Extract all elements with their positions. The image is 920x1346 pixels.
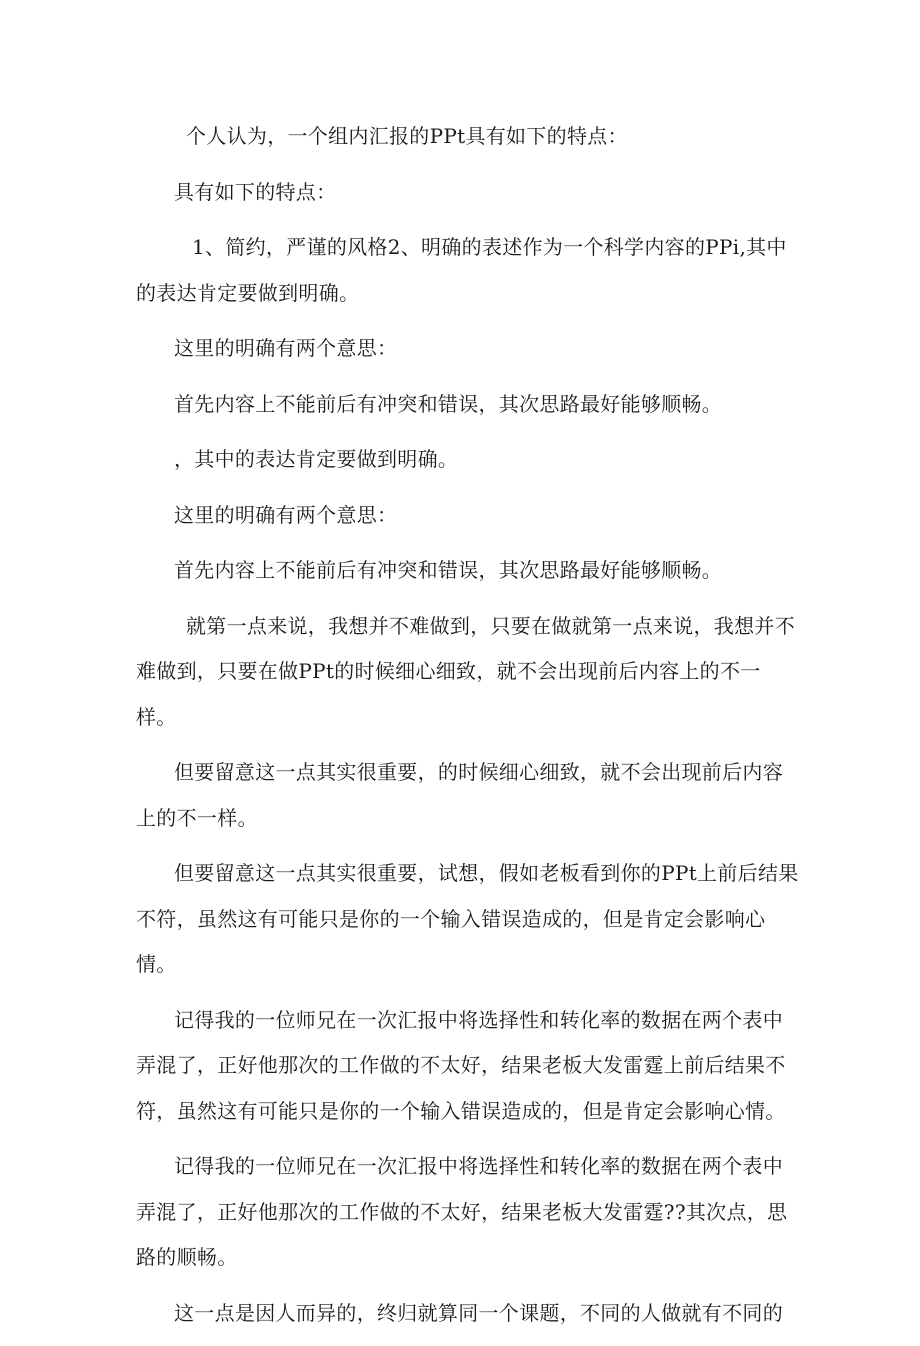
paragraph: 这一点是因人而异的，终归就算同一个课题，不同的人做就有不同的 bbox=[174, 1300, 783, 1325]
paragraph: 具有如下的特点： bbox=[174, 179, 337, 204]
paragraph: 记得我的一位师兄在一次汇报中将选择性和转化率的数据在两个表中弄混了，正好他那次的工作做的不太好，结果老板大发雷霆??其次点，思路的顺畅。 bbox=[136, 1154, 788, 1269]
paragraph: 但要留意这一点其实很重要，试想，假如老板看到你的PPt上前后结果不符，虽然这有可能只是你的一个输入错误造成的，但是肯定会影响心情。 bbox=[136, 861, 799, 976]
paragraph: 首先内容上不能前后有冲突和错误，其次思路最好能够顺畅。 bbox=[174, 391, 723, 416]
paragraph: 个人认为，一个组内汇报的PPt具有如下的特点： bbox=[186, 124, 628, 148]
document-body bbox=[136, 114, 800, 1346]
paragraph: 1、简约，严谨的风格2、明确的表述作为一个科学内容的PPi,其中的表达肯定要做到明确。 bbox=[136, 235, 787, 305]
paragraph: 就第一点来说，我想并不难做到，只要在做就第一点来说，我想并不难做到，只要在做PPt的时候细心细致，就不会出现前后内容上的不一样。 bbox=[136, 613, 795, 729]
paragraph: 但要留意这一点其实很重要，的时候细心细致，就不会出现前后内容上的不一样。 bbox=[136, 760, 783, 830]
paragraph: ，其中的表达肯定要做到明确。 bbox=[174, 447, 459, 471]
paragraph: 这里的明确有两个意思： bbox=[174, 502, 398, 527]
paragraph: 记得我的一位师兄在一次汇报中将选择性和转化率的数据在两个表中弄混了，正好他那次的工作做的不太好，结果老板大发雷霆上前后结果不符，虽然这有可能只是你的一个输入错误造成的，但是肯定会影响心情。 bbox=[136, 1007, 786, 1123]
paragraph: 这里的明确有两个意思： bbox=[174, 336, 398, 360]
paragraph: 首先内容上不能前后有冲突和错误，其次思路最好能够顺畅。 bbox=[174, 558, 723, 582]
